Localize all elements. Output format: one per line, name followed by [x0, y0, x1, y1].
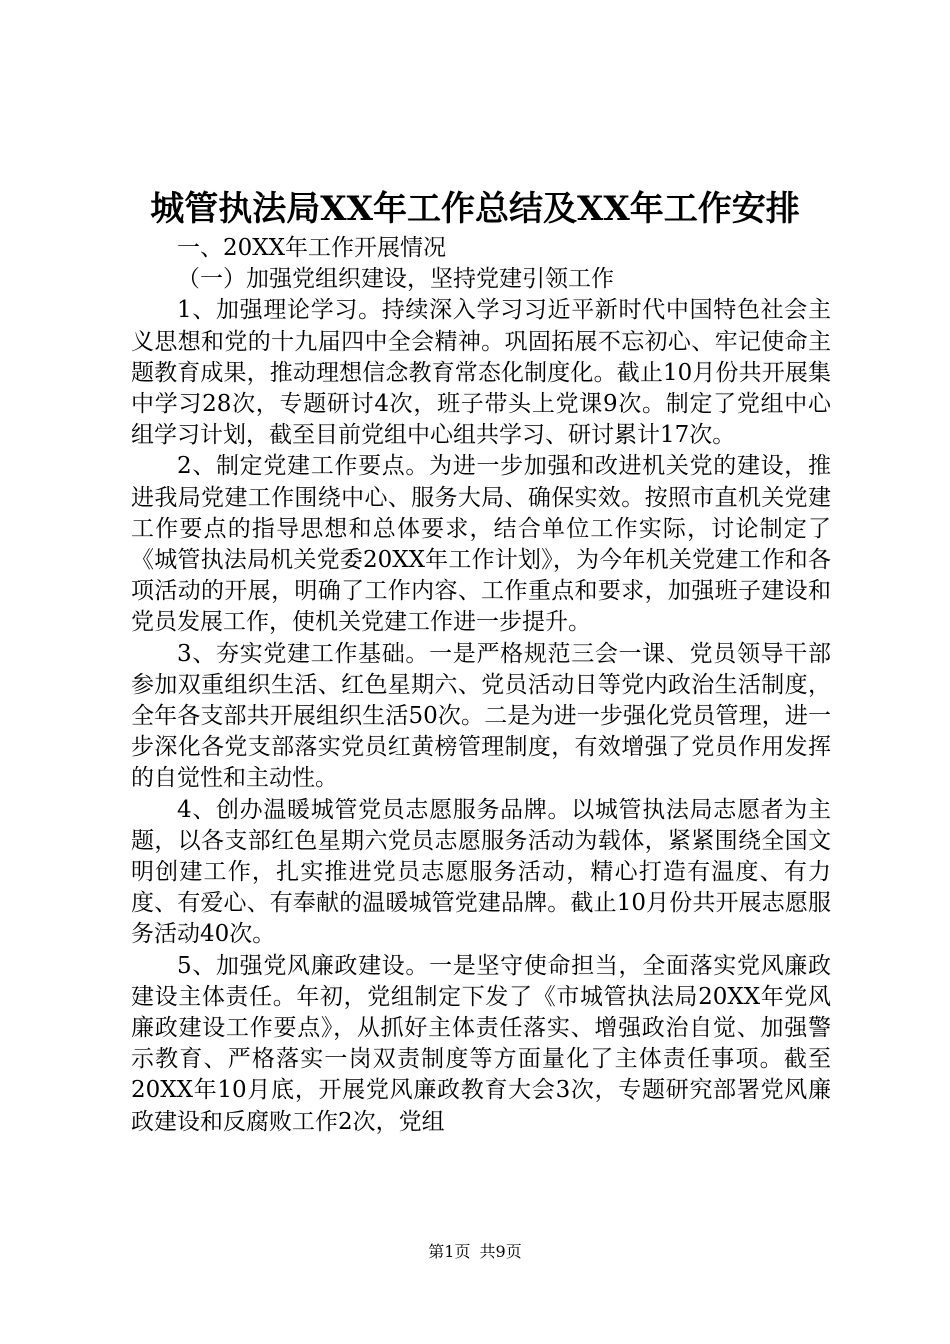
- paragraph-party-foundation: 3、夯实党建工作基础。一是严格规范三会一课、党员领导干部参加双重组织生活、红色星期六、党员活动日等党内政治生活制度，全年各支部共开展组织生活50次。二是为进一步强化党员管理，进一步深化各党支部落实党员红黄榜管理制度，有效增强了党员作用发挥的自觉性和主动性。: [131, 640, 831, 792]
- paragraph-volunteer-brand: 4、创办温暖城管党员志愿服务品牌。以城管执法局志愿者为主题，以各支部红色星期六党员志愿服务活动为载体，紧紧围绕全国文明创建工作，扎实推进党员志愿服务活动，精心打造有温度、有力度、有爱心、有奉献的温暖城管党建品牌。截止10月份共开展志愿服务活动40次。: [131, 796, 831, 948]
- document-title: 城管执法局XX年工作总结及XX年工作安排: [150, 189, 800, 229]
- paragraph-integrity-building: 5、加强党风廉政建设。一是坚守使命担当，全面落实党风廉政建设主体责任。年初，党组制定下发了《市城管执法局20XX年党风廉政建设工作要点》，从抓好主体责任落实、增强政治自觉、加强警示教育、严格落实一岗双责制度等方面量化了主体责任事项。截至20XX年10月底，开展党风廉政教育大会3次，专题研究部署党风廉政建设和反腐败工作2次，党组: [131, 952, 831, 1135]
- document-body: [131, 233, 831, 1138]
- page-total: 共9页: [479, 1242, 522, 1261]
- page-number: 第1页: [428, 1242, 471, 1261]
- subsection-heading: （一）加强党组织建设，坚持党建引领工作: [177, 266, 614, 293]
- page-footer: [0, 1242, 950, 1262]
- paragraph-theory-study: 1、加强理论学习。持续深入学习习近平新时代中国特色社会主义思想和党的十九届四中全会精神。巩固拓展不忘初心、牢记使命主题教育成果，推动理想信念教育常态化制度化。截止10月份共开展集中学习28次，专题研讨4次，班子带头上党课9次。制定了党组中心组学习计划，截至目前党组中心组共学习、研讨累计17次。: [131, 297, 831, 449]
- paragraph-party-building-plan: 2、制定党建工作要点。为进一步加强和改进机关党的建设，推进我局党建工作围绕中心、服务大局、确保实效。按照市直机关党建工作要点的指导思想和总体要求，结合单位工作实际，讨论制定了《城管执法局机关党委20XX年工作计划》，为今年机关党建工作和各项活动的开展，明确了工作内容、工作重点和要求，加强班子建设和党员发展工作，使机关党建工作进一步提升。: [131, 453, 831, 636]
- section-heading: 一、20XX年工作开展情况: [177, 235, 447, 261]
